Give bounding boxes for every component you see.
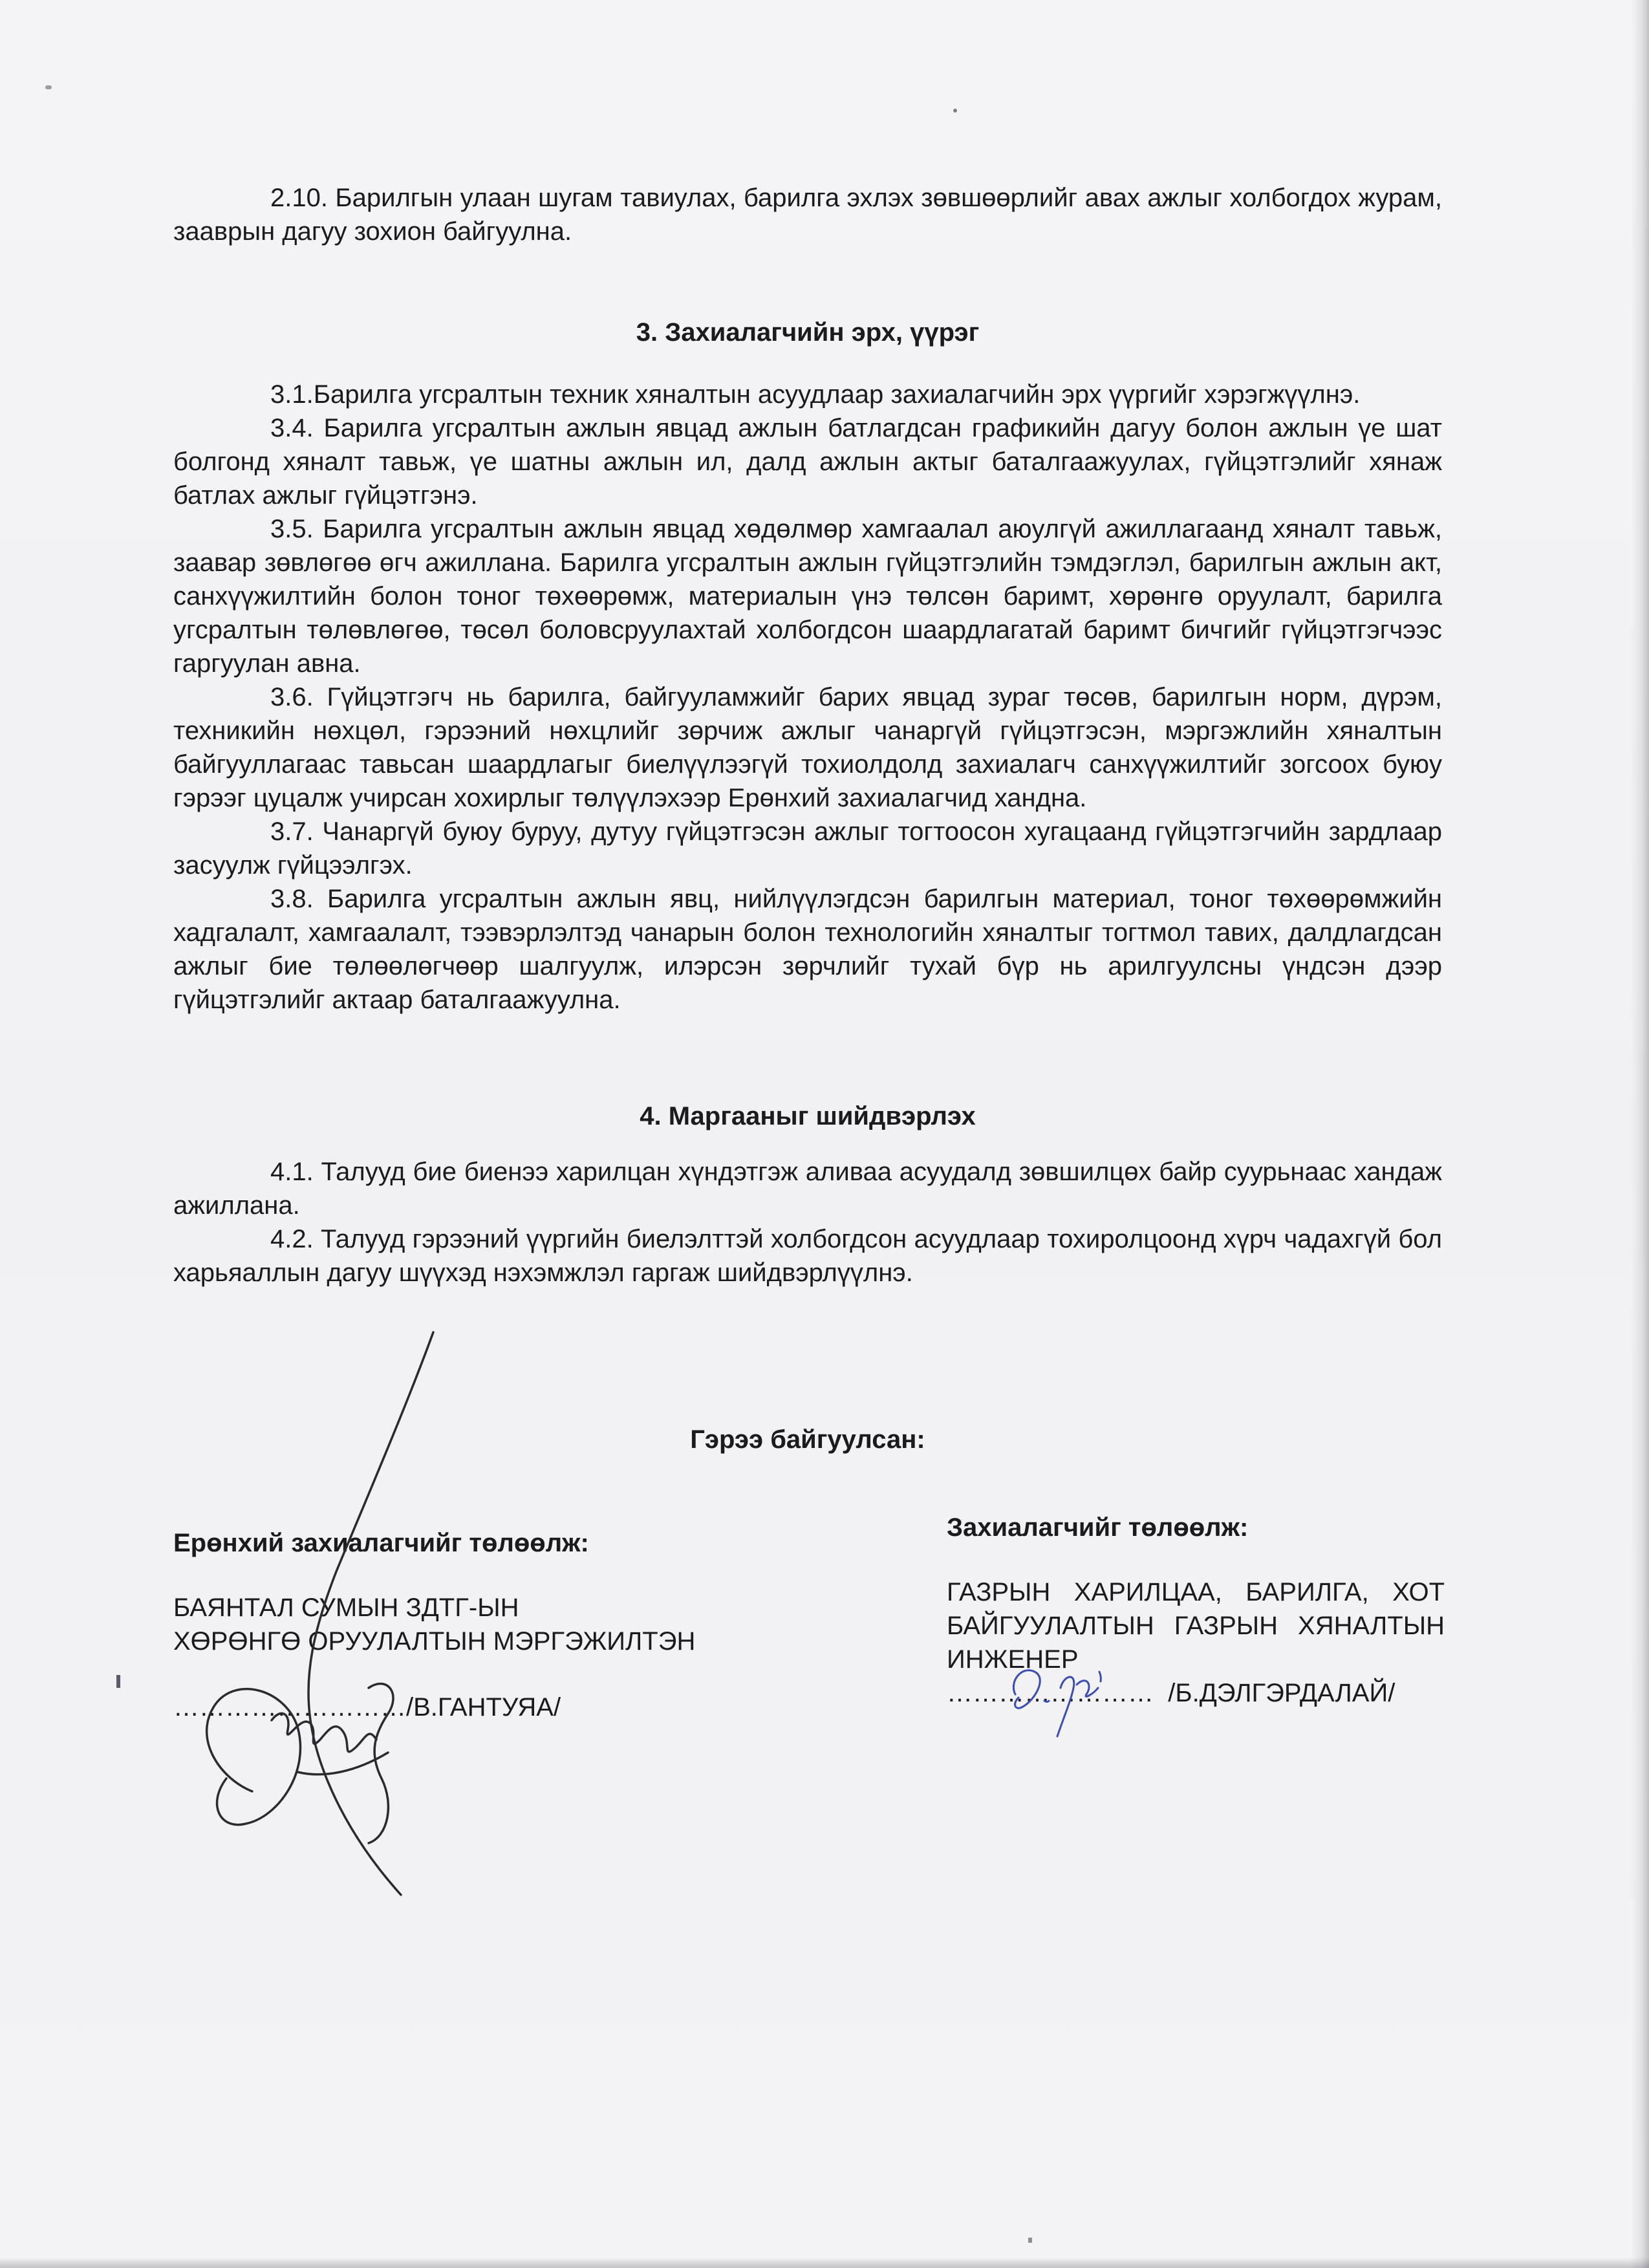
clause-3-6: 3.6. Гүйцэтгэгч нь барилга, байгууламжийг барих явцад зураг төсөв, барилгын норм, дүрэм, техникийн нөхцөл, гэрээний нөхцлийг зөрчиж ажлыг чанаргүй гүйцэтгэсэн, мэргэжлийн хяналтын байгууллагаас тавьсан шаардлагыг биелүүлээгүй тохиолдолд захиалагч санхүүжилтийг зогсоох буюу гэрээг цуцалж учирсан хохирлыг төлүүлэхээр Ерөнхий захиалагчид хандна. [173,683,1442,812]
agreement-signed-heading: Гэрээ байгуулсан: [690,1425,925,1454]
left-org-line-2: ХӨРӨНГӨ ОРУУЛАЛТЫН МЭРГЭЖИЛТЭН [173,1627,696,1656]
right-org-text: ГАЗРЫН ХАРИЛЦАА, БАРИЛГА, ХОТ БАЙГУУЛАЛТЫН ГАЗРЫН ХЯНАЛТЫН ИНЖЕНЕР [947,1578,1445,1674]
clause-3-1: 3.1.Барилга угсралтын техник хяналтын асуудлаар захиалагчийн эрх үүргийг хэрэгжүүлнэ. [270,380,1361,409]
scan-speck [116,1675,120,1688]
left-party-title: Ерөнхий захиалагчийг төлөөлж: [173,1529,589,1557]
right-party-title: Захиалагчийг төлөөлж: [947,1513,1249,1542]
right-signature-block [947,1511,1464,1710]
section-3-heading: 3. Захиалагчийн эрх, үүрэг [636,318,980,347]
clause-3-7: 3.7. Чанаргүй буюу буруу, дутуу гүйцэтгэсэн ажлыг тогтоосон хугацаанд гүйцэтгэгчийн зардлаар засуулж гүйцээлгэх. [173,817,1442,880]
scan-speck [45,85,52,89]
scan-speck [1028,2238,1032,2243]
clause-3-4: 3.4. Барилга угсралтын ажлын явцад ажлын батлагдсан графикийн дагуу болон ажлын үе шат болгонд хяналт тавьж, үе шатны ажлын ил, далд ажлын актыг баталгаажуулах, гүйцэтгэлийг хянаж батлах ажлыг гүйцэтгэнэ. [173,414,1442,510]
clause-4-2: 4.2. Талууд гэрээний үүргийн биелэлттэй холбогдсон асуудлаар тохиролцоонд хүрч чадахгүй бол харьяаллын дагуу шүүхэд нэхэмжлэл гаргаж шийдвэрлүүлнэ. [173,1225,1442,1287]
clause-2-10-block [173,181,1442,248]
clause-3-5: 3.5. Барилга угсралтын ажлын явцад хөдөлмөр хамгаалал аюулгүй ажиллагаанд хяналт тавьж, заавар зөвлөгөө өгч ажиллана. Барилга угсралтын ажлын гүйцэтгэлийн тэмдэглэл, барилгын ажлын акт, санхүүжилтийн болон тоног төхөөрөмж, материалын үнэ төлсөн баримт, хөрөнгө оруулалт, барилга угсралтын төлөвлөгөө, төсөл боловсруулахтай холбогдсон шаардлагатай баримт бичгийг гүйцэтгэгчээс гаргуулан авна. [173,515,1442,678]
clause-3-8: 3.8. Барилга угсралтын ажлын явц, нийлүүлэгдсэн барилгын материал, тоног төхөөрөмжийн хадгалалт, хамгаалалт, тээвэрлэлтэд чанарын болон технологийн хяналтыг тогтмол тавих, далдлагдсан ажлыг бие төлөөлөгчөөр шалгуулж, илэрсэн зөрчлийг тухай бүр нь арилгуулсны үндсэн дээр гүйцэтгэлийг актаар баталгаажуулна. [173,885,1442,1014]
page-bottom-shadow [0,2258,1649,2268]
section-4-body [173,1155,1442,1290]
clause-2-10: 2.10. Барилгын улаан шугам тавиулах, барилга эхлэх зөвшөөрлийг авах ажлыг холбогдох журам, зааврын дагуу зохион байгуулна. [173,184,1442,246]
left-sign-line: ………………………/В.ГАНТУЯА/ [173,1693,561,1722]
clause-4-1: 4.1. Талууд бие биенээ харилцан хүндэтгэж аливаа асуудалд зөвшилцөх байр суурьнаас хандаж ажиллана. [173,1158,1442,1220]
right-sign-line: …………………… /Б.ДЭЛГЭРДАЛАЙ/ [947,1679,1396,1707]
section-4-heading: 4. Маргааныг шийдвэрлэх [640,1102,976,1130]
scan-speck [953,109,957,113]
left-signature-block [173,1526,820,1724]
section-3-body [173,378,1442,1017]
page-edge-shadow [1631,0,1649,2268]
left-org-line-1: БАЯНТАЛ СУМЫН ЗДТГ-ЫН [173,1593,519,1622]
